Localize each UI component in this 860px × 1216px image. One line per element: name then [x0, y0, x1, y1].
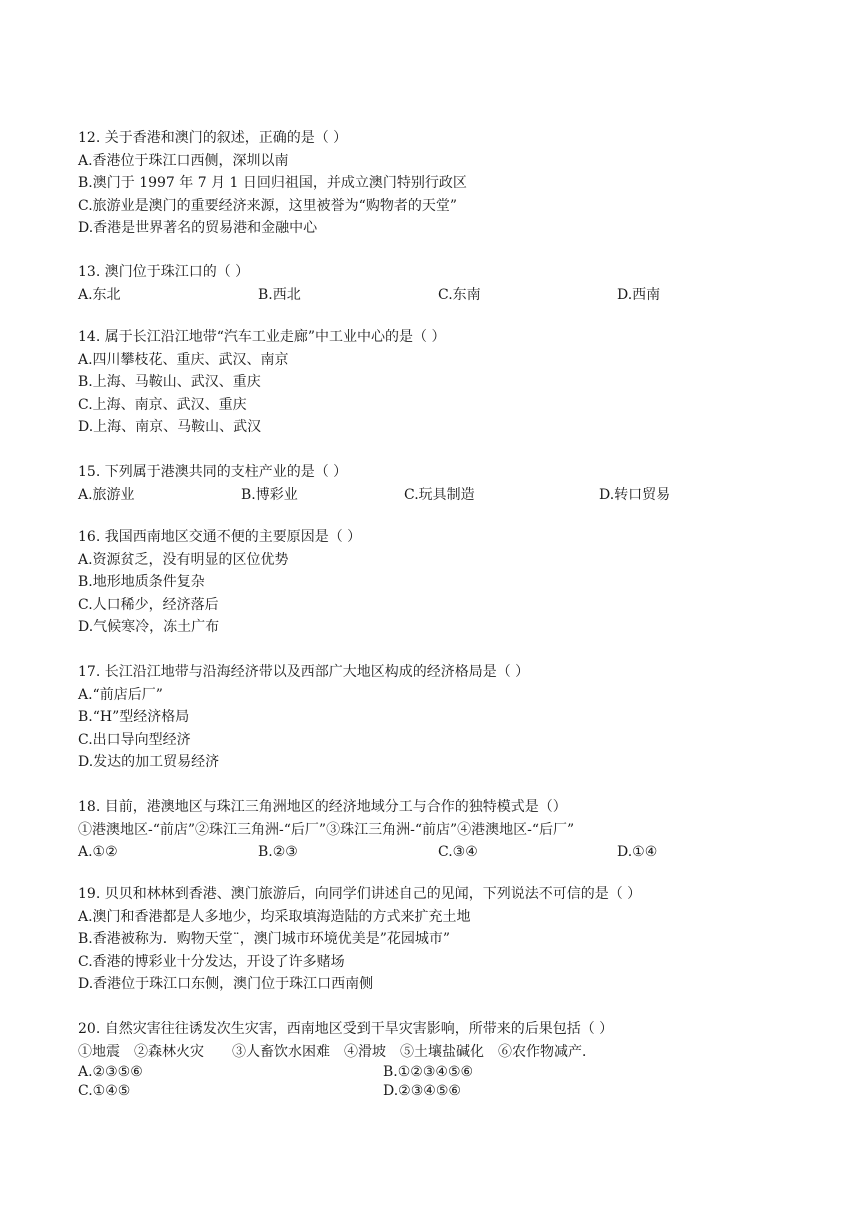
- option-b: B.地形地质条件复杂: [78, 574, 205, 591]
- question-18: [78, 796, 798, 864]
- option-c: C.香港的博彩业十分发达，开设了许多赌场: [78, 953, 345, 970]
- question-17: [78, 661, 798, 774]
- option-d: D.②③④⑤⑥: [383, 1083, 461, 1100]
- option-a: A.“前店后厂”: [78, 686, 163, 703]
- options-row: [78, 841, 798, 864]
- option-c: C.③④: [438, 844, 478, 861]
- option-c: C.玩具制造: [404, 486, 475, 503]
- option-d: D.西南: [617, 286, 661, 303]
- option-b: B.②③: [258, 844, 298, 861]
- question-12: [78, 127, 798, 240]
- option-c: C.人口稀少，经济落后: [78, 596, 219, 613]
- option-c: C.上海、南京、武汉、重庆: [78, 396, 247, 413]
- question-stem: 16. 我国西南地区交通不便的主要原因是（ ）: [78, 529, 362, 545]
- option-d: D.发达的加工贸易经济: [78, 754, 220, 771]
- question-stem: 19. 贝贝和林林到香港、澳门旅游后，向同学们讲述自己的见闻，下列说法不可信的是（ ）: [78, 886, 642, 902]
- option-d: D.气候寒冷，冻土广布: [78, 619, 220, 636]
- question-stem: 13. 澳门位于珠江口的（ ）: [78, 264, 250, 280]
- question-20: [78, 1018, 798, 1101]
- option-d: D.香港位于珠江口东侧，澳门位于珠江口西南侧: [78, 976, 374, 993]
- statement-list: ①港澳地区-“前店”②珠江三角洲-“后厂”③珠江三角洲-“前店”④港澳地区-“后厂”: [78, 821, 575, 838]
- option-b: B.“H”型经济格局: [78, 709, 190, 726]
- option-c: C.东南: [438, 286, 481, 303]
- options-row-2: [78, 1082, 798, 1101]
- option-d: D.上海、南京、马鞍山、武汉: [78, 419, 262, 436]
- option-b: B.澳门于 1997 年 7 月 1 日回归祖国，并成立澳门特别行政区: [78, 175, 467, 192]
- option-b: B.①②③④⑤⑥: [383, 1064, 474, 1081]
- question-stem: 15. 下列属于港澳共同的支柱产业的是（ ）: [78, 464, 348, 480]
- option-b: B.博彩业: [241, 486, 298, 503]
- question-stem: 18. 目前，港澳地区与珠江三角洲地区的经济地域分工与合作的独特模式是（）: [78, 799, 567, 815]
- option-a: A.香港位于珠江口西侧，深圳以南: [78, 152, 289, 169]
- options-row: [78, 284, 798, 307]
- options-row-1: [78, 1063, 798, 1082]
- option-b: B.上海、马鞍山、武汉、重庆: [78, 374, 261, 391]
- statement-list: ①地震 ②森林火灾 ③人畜饮水困难 ④滑坡 ⑤土壤盐碱化 ⑥农作物减产．: [78, 1043, 596, 1060]
- option-a: A.资源贫乏，没有明显的区位优势: [78, 551, 289, 568]
- option-a: A.旅游业: [78, 486, 135, 503]
- question-16: [78, 526, 798, 639]
- option-c: C.出口导向型经济: [78, 731, 191, 748]
- option-a: A.东北: [78, 286, 121, 303]
- question-stem: 12. 关于香港和澳门的叙述，正确的是（ ）: [78, 130, 348, 146]
- option-a: A.澳门和香港都是人多地少，均采取填海造陆的方式来扩充土地: [78, 908, 471, 925]
- option-c: C.①④⑤: [78, 1083, 131, 1100]
- option-d: D.①④: [617, 844, 658, 861]
- question-stem: 20. 自然灾害往往诱发次生灾害，西南地区受到干旱灾害影响，所带来的后果包括（ ）: [78, 1021, 614, 1037]
- option-c: C.旅游业是澳门的重要经济来源，这里被誉为“购物者的天堂”: [78, 197, 457, 214]
- option-d: D.香港是世界著名的贸易港和金融中心: [78, 220, 318, 237]
- question-stem: 17. 长江沿江地带与沿海经济带以及西部广大地区构成的经济格局是（ ）: [78, 664, 530, 680]
- question-15: [78, 461, 798, 506]
- question-stem: 14. 属于长江沿江地带“汽车工业走廊”中工业中心的是（ ）: [78, 329, 446, 345]
- option-a: A.①②: [78, 844, 118, 861]
- option-a: A.②③⑤⑥: [78, 1064, 143, 1081]
- option-b: B.香港被称为．购物天堂¨，澳门城市环境优美是”花园城市”: [78, 931, 451, 948]
- option-b: B.西北: [258, 286, 301, 303]
- question-19: [78, 883, 798, 996]
- options-row: [78, 484, 798, 507]
- question-13: [78, 261, 798, 306]
- option-d: D.转口贸易: [599, 486, 671, 503]
- question-14: [78, 326, 798, 439]
- option-a: A.四川攀枝花、重庆、武汉、南京: [78, 351, 289, 368]
